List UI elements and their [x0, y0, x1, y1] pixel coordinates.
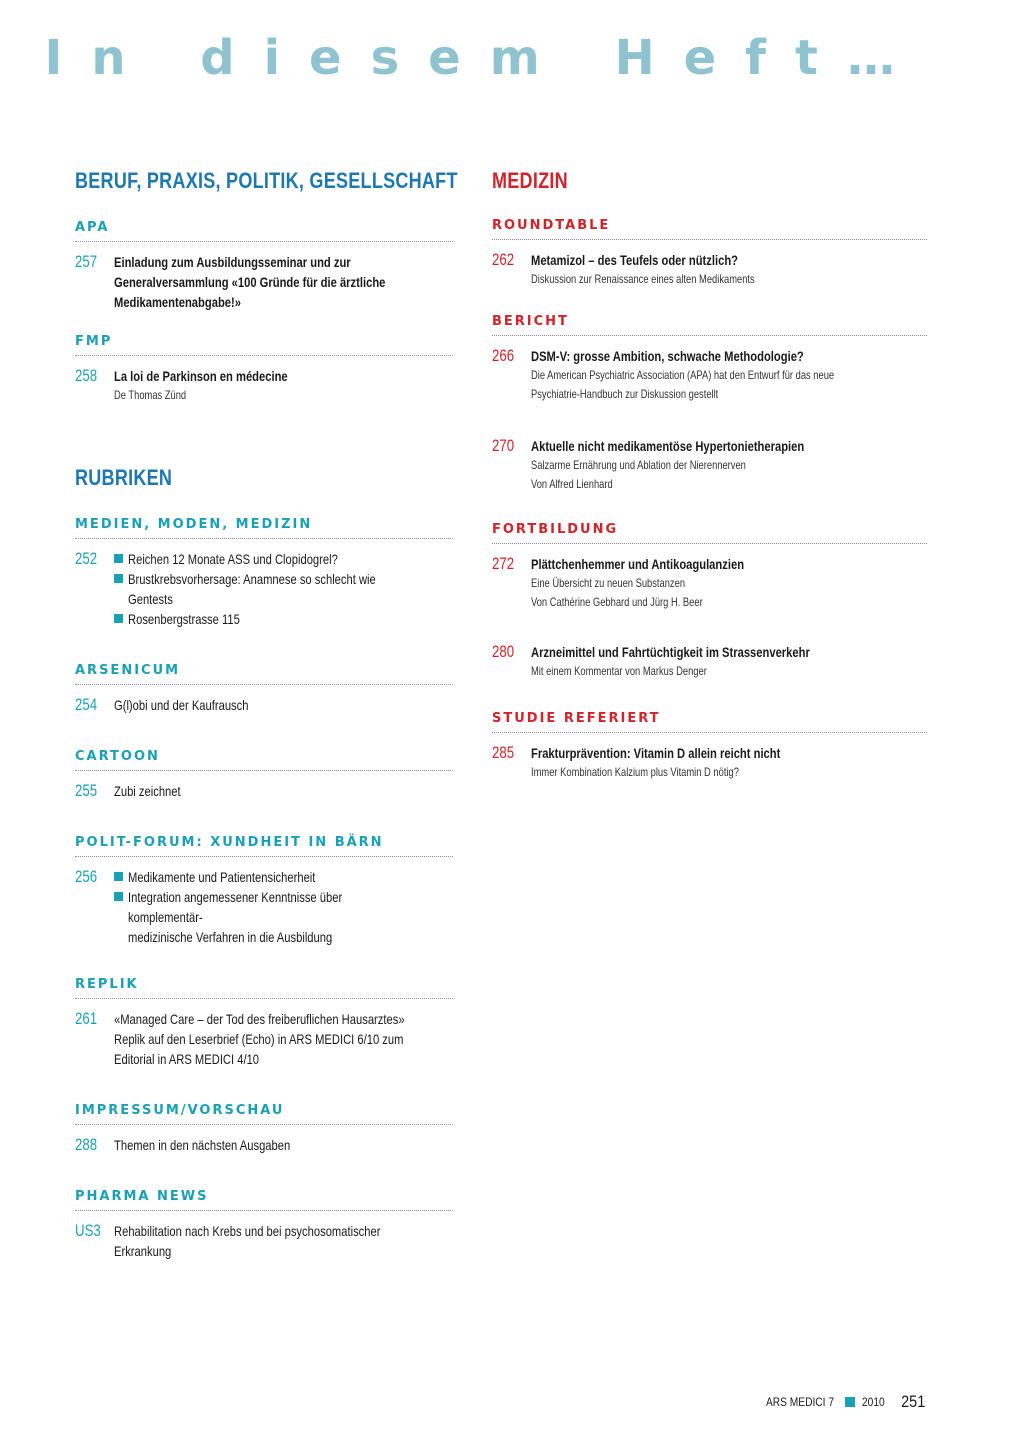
- page-number: 280: [492, 642, 515, 661]
- category-fmp: [75, 334, 453, 405]
- entry-title: Plättchenhemmer und Antikoagulanzien: [531, 556, 745, 572]
- toc-entry[interactable]: [75, 252, 453, 312]
- category-label: REPLIK: [75, 977, 453, 999]
- category-polit-forum: [75, 835, 453, 947]
- toc-entry[interactable]: [492, 554, 927, 612]
- page-number: 262: [492, 250, 515, 269]
- entry-title: Einladung zum Ausbildungsseminar und zur Generalversammlung «100 Gründe für die ärztliche Medikamentenabgabe!»: [114, 254, 386, 310]
- entry-text: G(l)obi und der Kaufrausch: [114, 697, 249, 713]
- toc-entry[interactable]: [75, 1135, 453, 1155]
- page-number: 266: [492, 346, 515, 365]
- page-number: 254: [75, 695, 98, 714]
- category-label: BERICHT: [492, 314, 927, 336]
- entry-subtitle: Salzarme Ernährung und Ablation der Nierennerven Von Alfred Lienhard: [531, 458, 746, 491]
- page-number: 252: [75, 549, 98, 568]
- toc-entry[interactable]: [75, 781, 453, 801]
- journal-name: ARS MEDICI 7: [765, 1395, 834, 1409]
- category-pharma-news: [75, 1189, 453, 1261]
- toc-entry[interactable]: [75, 867, 453, 947]
- entry-text: «Managed Care – der Tod des freiberuflichen Hausarztes» Replik auf den Leserbrief (Echo) in ARS MEDICI 6/10 zum Editorial in ARS MEDICI 4/10: [114, 1011, 405, 1067]
- toc-entry[interactable]: [492, 436, 927, 494]
- page-number: 288: [75, 1135, 98, 1154]
- page-number: 256: [75, 867, 98, 886]
- category-impressum: [75, 1103, 453, 1155]
- entry-title: Metamizol – des Teufels oder nützlich?: [531, 252, 739, 268]
- category-roundtable: [492, 218, 927, 289]
- bullet-item: Reichen 12 Monate ASS und Clopidogrel?: [114, 549, 453, 569]
- square-separator-icon: [845, 1397, 855, 1407]
- category-label: POLIT-FORUM: XUNDHEIT IN BÄRN: [75, 835, 453, 857]
- bullet-item: Integration angemessener Kenntnisse über komplementär- medizinische Verfahren in die Ausbildung: [114, 887, 453, 947]
- page-title: In diesem Heft…: [44, 30, 924, 86]
- entry-text: Rehabilitation nach Krebs und bei psychosomatischer Erkrankung: [114, 1223, 381, 1259]
- category-label: MEDIEN, MODEN, MEDIZIN: [75, 517, 453, 539]
- entry-text: Zubi zeichnet: [114, 783, 181, 799]
- page-number: 285: [492, 743, 515, 762]
- page-number: 258: [75, 366, 98, 385]
- right-column: [492, 168, 927, 782]
- left-column: [75, 168, 458, 1261]
- toc-entry[interactable]: [492, 250, 927, 289]
- toc-entry[interactable]: [492, 743, 927, 782]
- toc-entry[interactable]: [492, 346, 927, 404]
- category-label: STUDIE REFERIERT: [492, 711, 927, 733]
- page-number: 272: [492, 554, 515, 573]
- category-label: CARTOON: [75, 749, 453, 771]
- bullet-item: Rosenbergstrasse 115: [114, 609, 453, 629]
- toc-entry[interactable]: [75, 1221, 453, 1261]
- entry-subtitle: Die American Psychiatric Association (APA) hat den Entwurf für das neue Psychiatrie-Handbuch zur Diskussion gestellt: [531, 368, 835, 401]
- page-number-footer: 251: [900, 1392, 925, 1411]
- category-label: ARSENICUM: [75, 663, 453, 685]
- category-label: APA: [75, 220, 453, 242]
- page-number: 255: [75, 781, 98, 800]
- entry-subtitle: De Thomas Zünd: [114, 388, 187, 402]
- square-bullet-icon: [114, 872, 123, 881]
- bullet-item: Medikamente und Patientensicherheit: [114, 867, 453, 887]
- square-bullet-icon: [114, 554, 123, 563]
- entry-title: Arzneimittel und Fahrtüchtigkeit im Strassenverkehr: [531, 644, 810, 660]
- square-bullet-icon: [114, 574, 123, 583]
- category-medien: [75, 517, 453, 629]
- entry-title: La loi de Parkinson en médecine: [114, 368, 288, 384]
- category-arsenicum: [75, 663, 453, 715]
- square-bullet-icon: [114, 614, 123, 623]
- page-number: 257: [75, 252, 98, 271]
- category-label: FMP: [75, 334, 453, 356]
- toc-entry[interactable]: [75, 1009, 453, 1069]
- bullet-item: Brustkrebsvorhersage: Anamnese so schlecht wie Gentests: [114, 569, 453, 609]
- entry-subtitle: Immer Kombination Kalzium plus Vitamin D nötig?: [531, 765, 739, 779]
- page-footer: [760, 1392, 927, 1412]
- entry-subtitle: Mit einem Kommentar von Markus Denger: [531, 664, 707, 678]
- category-fortbildung: [492, 522, 927, 681]
- category-apa: [75, 220, 453, 312]
- section-title-rubriken: RUBRIKEN: [75, 465, 173, 490]
- category-studie-referiert: [492, 711, 927, 782]
- section-title-medizin: MEDIZIN: [492, 168, 568, 193]
- toc-entry[interactable]: [75, 366, 453, 405]
- entry-subtitle: Diskussion zur Renaissance eines alten Medikaments: [531, 272, 755, 286]
- entry-title: Frakturprävention: Vitamin D allein reicht nicht: [531, 745, 781, 761]
- page-number: 270: [492, 436, 515, 455]
- toc-entry[interactable]: [75, 549, 453, 629]
- entry-title: DSM-V: grosse Ambition, schwache Methodologie?: [531, 348, 804, 364]
- category-replik: [75, 977, 453, 1069]
- category-label: ROUNDTABLE: [492, 218, 927, 240]
- entry-subtitle: Eine Übersicht zu neuen Substanzen Von Cathérine Gebhard und Jürg H. Beer: [531, 576, 703, 609]
- category-label: PHARMA NEWS: [75, 1189, 453, 1211]
- toc-entry[interactable]: [492, 642, 927, 681]
- section-title-beruf: BERUF, PRAXIS, POLITIK, GESELLSCHAFT: [75, 168, 458, 193]
- entry-title: Aktuelle nicht medikamentöse Hypertonietherapien: [531, 438, 805, 454]
- entry-text: Themen in den nächsten Ausgaben: [114, 1137, 291, 1153]
- issue-year: 2010: [861, 1395, 885, 1409]
- toc-entry[interactable]: [75, 695, 453, 715]
- page-number: 261: [75, 1009, 98, 1028]
- category-bericht: [492, 314, 927, 494]
- category-label: FORTBILDUNG: [492, 522, 927, 544]
- square-bullet-icon: [114, 892, 123, 901]
- page-number: US3: [75, 1221, 101, 1240]
- category-label: IMPRESSUM/VORSCHAU: [75, 1103, 453, 1125]
- category-cartoon: [75, 749, 453, 801]
